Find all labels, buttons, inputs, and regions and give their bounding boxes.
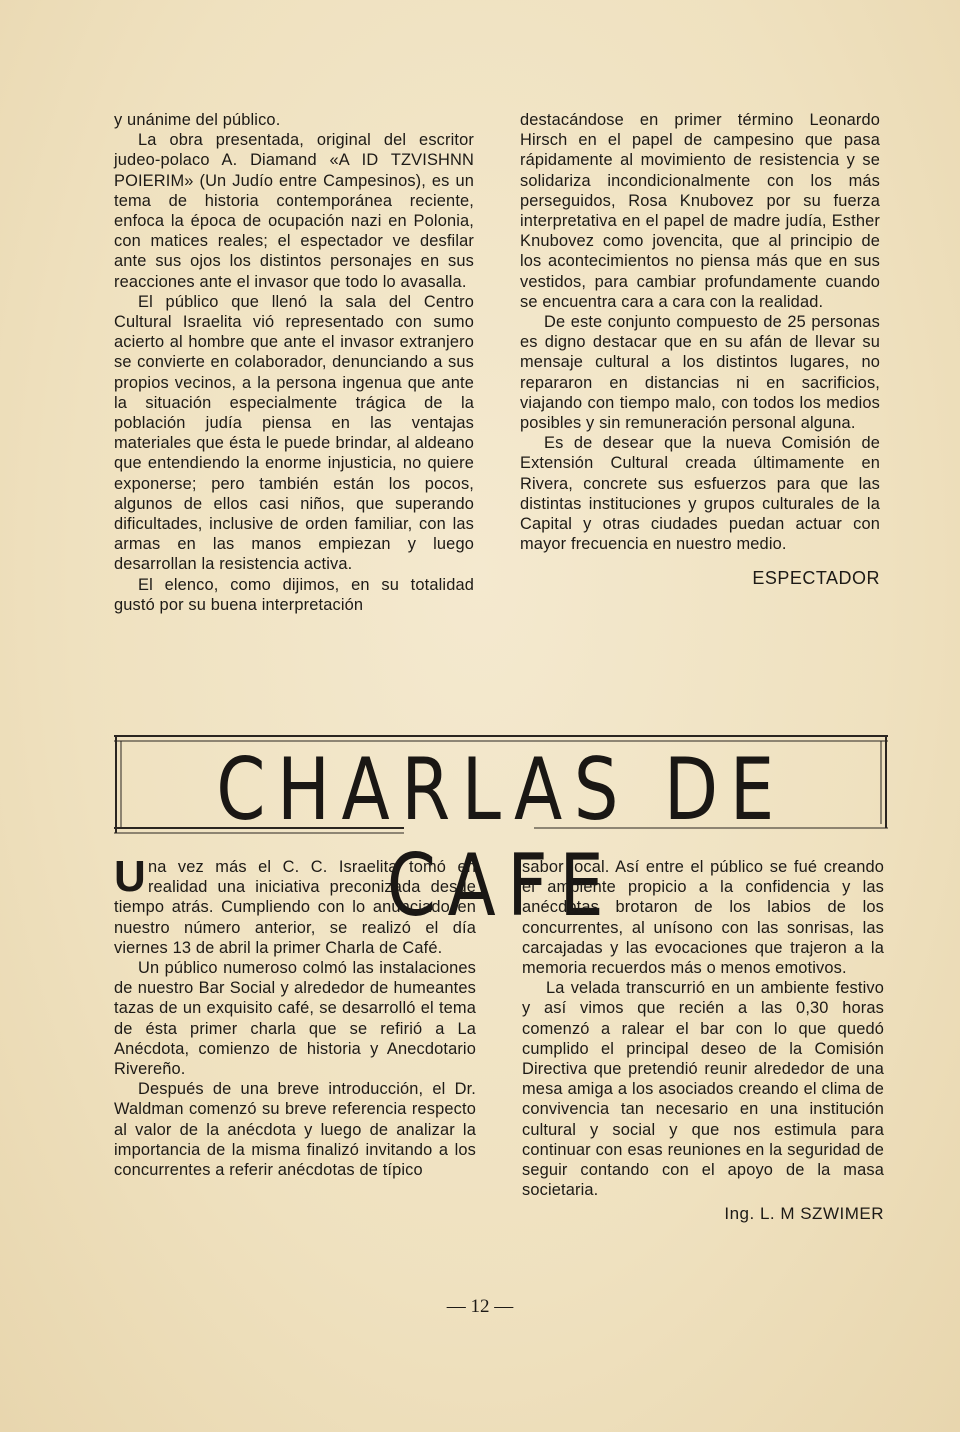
article-top-left-column bbox=[114, 110, 474, 615]
paragraph: De este conjunto compuesto de 25 personas es digno destacar que en su afán de llevar su mensaje cultural a los distintos lugares, no repararon en distancias ni en sacrificios, viajando con tiempo malo, con todos los medios posibles y sin remuneración personal alguna. bbox=[520, 313, 880, 433]
author-signature: ESPECTADOR bbox=[752, 568, 880, 589]
paragraph-text: na vez más el C. C. Israelita tomó en realidad una iniciativa preconizada desde tiempo atrás. Cumpliendo con lo anunciado en nuestro número anterior, se realizó el día viernes 13 de abril la primer Charla de Café. bbox=[114, 858, 476, 957]
article-bottom-left-column bbox=[114, 852, 476, 1180]
paragraph: Un público numeroso colmó las instalaciones de nuestro Bar Social y alrededor de humeantes tazas de un exquisito café, se desarrolló el tema de ésta primer charla que se refirió a La Anécdota, comienzo de historia y Anecdotario Rivereño. bbox=[114, 959, 476, 1079]
page-number: — 12 — bbox=[446, 1296, 514, 1317]
article-bottom-right-column bbox=[522, 857, 884, 1225]
column-divider bbox=[493, 850, 494, 1270]
paragraph: destacándose en primer término Leonardo Hirsch en el papel de campesino que pasa rápidamente al movimiento de resistencia y se solidariza incondicionalmente con los más perseguidos, Rosa Knubovez por su fuerza interpretativa en el papel de madre judía, Esther Knubovez como jovencita, que al principio de los acontecimientos no piensa más que en sus vestidos, para cambiar profundamente cuando se encuentra cara a cara con la realidad. bbox=[520, 111, 880, 311]
author-signature: Ing. L. M SZWIMER bbox=[724, 1204, 884, 1224]
paragraph: El público que llenó la sala del Centro Cultural Israelita vió representado con sumo acierto al hombre que ante el invasor extranjero se convierte en colaborador, denunciando a sus propios vecinos, a la persona ingenua que ante la situación especialmente trágica de la población judía piensa en las ventajas materiales que ésta le puede brindar, al aldeano que entendiendo la enorme injusticia, no quiere exponerse; pero también están los pocos, algunos de ellos casi niños, que superando dificultades, inclusive de orden familiar, con las armas en las manos empiezan y luego desarrollan la resistencia activa. bbox=[114, 292, 474, 574]
paragraph: y unánime del público. bbox=[114, 111, 281, 129]
section-title: CHARLAS DE CAFE bbox=[216, 740, 786, 936]
paragraph: Después de una breve introducción, el Dr. Waldman comenzó su breve referencia respecto al valor de la anécdota y luego de analizar la importancia de la misma finalizó invitando a los concurrentes a referir anécdotas de típico bbox=[114, 1080, 476, 1180]
paragraph: La velada transcurrió en un ambiente festivo y así vimos que recién a las 0,30 horas comenzó a ralear el bar con lo que quedó cumplido el principal deseo de la Comisión Directiva que pretendió reunir alrededor de una mesa amiga a los asociados creando el clima de convivencia tan necesario en una institución cultural y social y que nos estimula para continuar con esas reuniones en la seguridad de seguir contando con el apoyo de la masa societaria. bbox=[522, 979, 884, 1200]
drop-cap: U bbox=[114, 852, 146, 901]
article-top-right-column bbox=[520, 110, 880, 589]
paragraph: sabor local. Así entre el público se fué creando el ambiente propicio a la confidencia y las anécdotas brotaron de los labios de los concurrentes, al unísono con las sonrisas, las carcajadas y las evocaciones que trajeron a la memoria recuerdos más o menos emotivos. bbox=[522, 858, 884, 978]
paragraph: Es de desear que la nueva Comisión de Extensión Cultural creada últimamente en Rivera, concrete sus esfuerzos para que las distintas instituciones y grupos culturales de la Capital y otras ciudades puedan actuar con mayor frecuencia en nuestro medio. bbox=[520, 434, 880, 554]
paragraph bbox=[114, 852, 476, 958]
paragraph: La obra presentada, original del escritor judeo-polaco A. Diamand «A ID TZVISHNN POIERIM» (Un Judío entre Campesinos), es un tema de historia contemporánea reciente, enfoca la época de ocupación nazi en Polonia, con matices reales; el espectador ve desfilar ante sus ojos los distintos personajes en sus reacciones ante el invasor que todo lo avasalla. bbox=[114, 131, 474, 291]
paragraph: El elenco, como dijimos, en su totalidad gustó por su buena interpretación bbox=[114, 575, 474, 614]
